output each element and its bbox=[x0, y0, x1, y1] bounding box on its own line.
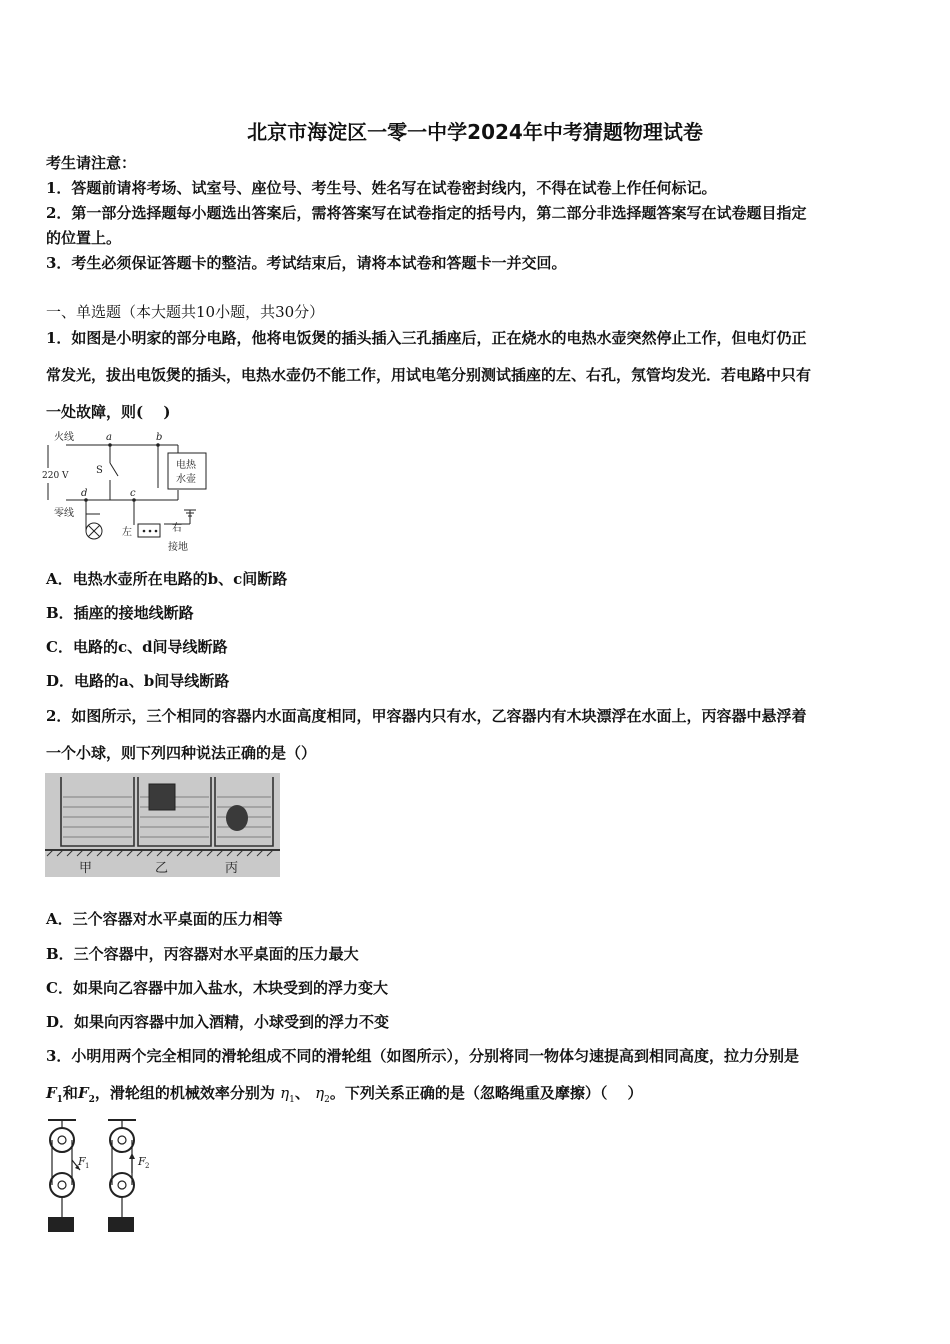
q1-stem-line: 常发光，拔出电饭煲的插头，电热水壶仍不能工作，用试电笔分别测试插座的左、右孔，氖管均发光．若电路中只有 bbox=[46, 366, 812, 384]
notice-item: 2．第一部分选择题每小题选出答案后，需将答案写在试卷指定的括号内，第二部分非选择题答案写在试卷题目指定 bbox=[46, 204, 807, 222]
q2-option: A．三个容器对水平桌面的压力相等 bbox=[46, 910, 283, 928]
q2-stem-line: 一个小球，则下列四种说法正确的是（） bbox=[46, 744, 317, 762]
q1-option: A．电热水壶所在电路的b、c间断路 bbox=[46, 570, 288, 588]
q3-pulley-figure bbox=[40, 1115, 170, 1237]
page-title: 北京市海淀区一零一中学2024年中考猜题物理试卷 bbox=[247, 120, 703, 144]
container-label: 甲 bbox=[79, 861, 93, 876]
notice-item: 的位置上。 bbox=[46, 229, 122, 247]
section-heading: 一、单选题（本大题共10小题，共30分） bbox=[46, 303, 325, 321]
force-f2-label: F bbox=[138, 1155, 146, 1168]
q3-stem-line: 3．小明用两个完全相同的滑轮组成不同的滑轮组（如图所示），分别将同一物体匀速提高到相同高度，拉力分别是 bbox=[46, 1047, 799, 1065]
container-label: 乙 bbox=[155, 861, 169, 876]
kettle-label: 水壶 bbox=[176, 474, 196, 485]
live-wire-label: 火线 bbox=[54, 432, 74, 443]
point-d-label: d bbox=[81, 488, 88, 499]
notice-item: 1．答题前请将考场、试室号、座位号、考生号、姓名写在试卷密封线内，不得在试卷上作任何标记。 bbox=[46, 179, 717, 197]
notice-heading: 考生请注意： bbox=[46, 154, 137, 172]
container-label: 丙 bbox=[225, 861, 239, 876]
force-f1-label: F bbox=[78, 1155, 86, 1168]
socket-right-label: 右 bbox=[172, 523, 182, 534]
q2-option: B．三个容器中，丙容器对水平桌面的压力最大 bbox=[46, 945, 359, 963]
q1-stem-line: 一处故障，则( ) bbox=[46, 403, 171, 421]
q1-stem-line: 1．如图是小明家的部分电路，他将电饭煲的插头插入三孔插座后，正在烧水的电热水壶突然停止工作，但电灯仍正 bbox=[46, 329, 807, 347]
kettle-label: 电热 bbox=[176, 460, 196, 471]
q1-option: C．电路的c、d间导线断路 bbox=[46, 638, 228, 656]
point-c-label: c bbox=[130, 488, 136, 499]
socket-left-label: 左 bbox=[122, 527, 132, 538]
switch-label: S bbox=[96, 465, 103, 476]
q2-option: C．如果向乙容器中加入盐水，木块受到的浮力变大 bbox=[46, 979, 388, 997]
q2-option: D．如果向丙容器中加入酒精，小球受到的浮力不变 bbox=[46, 1013, 390, 1031]
point-a-label: a bbox=[106, 432, 112, 443]
q1-option: D．电路的a、b间导线断路 bbox=[46, 672, 230, 690]
q3-stem-line: $F_1$和$F_2$，滑轮组的机械效率分别为 $\eta_1$、 $\eta_2$。下列关系正确的是（忽略绳重及摩擦）（ ） bbox=[46, 1084, 643, 1105]
q2-stem-line: 2．如图所示，三个相同的容器内水面高度相同，甲容器内只有水，乙容器内有木块漂浮在水面上，丙容器中悬浮着 bbox=[46, 707, 807, 725]
ground-label: 接地 bbox=[168, 542, 188, 553]
notice-item: 3．考生必须保证答题卡的整洁。考试结束后，请将本试卷和答题卡一并交回。 bbox=[46, 254, 567, 272]
force-f2-subscript: 2 bbox=[145, 1162, 150, 1170]
neutral-wire-label: 零线 bbox=[54, 508, 74, 519]
force-f1-subscript: 1 bbox=[85, 1162, 90, 1170]
q1-circuit-diagram bbox=[40, 428, 220, 556]
q1-option: B．插座的接地线断路 bbox=[46, 604, 194, 622]
voltage-label: 220 V bbox=[42, 471, 69, 481]
q2-containers-figure bbox=[45, 773, 280, 877]
point-b-label: b bbox=[156, 432, 163, 443]
